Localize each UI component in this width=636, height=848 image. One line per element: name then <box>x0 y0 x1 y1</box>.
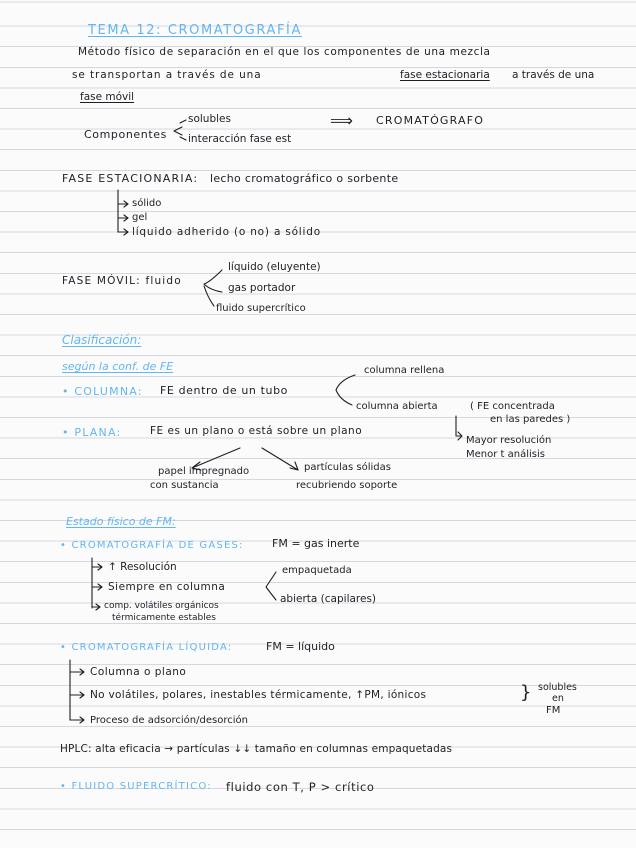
liquida-proceso: Proceso de adsorción/desorción <box>90 715 248 726</box>
page-title: TEMA 12: CROMATOGRAFÍA <box>88 23 302 38</box>
columna-mayor-resolucion: Mayor resolución <box>466 435 552 446</box>
clasificacion-heading: Clasificación: <box>62 333 142 347</box>
columna-rellena: columna rellena <box>364 365 445 376</box>
liquida-fm: FM = líquido <box>266 640 335 653</box>
liquida-no-volatiles: No volátiles, polares, inestables térmicamente, ↑PM, iónicos <box>90 689 427 701</box>
liquida-fm-small: FM <box>546 705 561 716</box>
plana-label: • PLANA: <box>62 427 121 438</box>
gases-abierta: abierta (capilares) <box>280 593 377 605</box>
columna-menor-analisis: Menor t análisis <box>466 449 545 460</box>
intro-fase-estacionaria: fase estacionaria <box>400 69 490 81</box>
columna-abierta: columna abierta <box>356 401 438 412</box>
componentes-label: Componentes <box>84 128 167 141</box>
fase-est-solido: sólido <box>132 198 162 209</box>
fase-est-gel: gel <box>132 212 148 223</box>
fase-estacionaria-label: FASE ESTACIONARIA: <box>62 172 199 185</box>
intro-fase-movil: fase móvil <box>80 91 135 103</box>
fase-estacionaria-desc: lecho cromatográfico o sorbente <box>210 172 399 185</box>
componentes-arrow: ⟹ <box>330 111 353 130</box>
intro-line-2c: a través de una <box>512 69 595 81</box>
fase-movil-fluido: fluido supercrítico <box>216 303 306 314</box>
plana-sustancia: con sustancia <box>150 480 219 491</box>
fase-movil-liquido: líquido (eluyente) <box>228 261 321 273</box>
gases-label: • CROMATOGRAFÍA DE GASES: <box>60 541 244 551</box>
fluido-supercritico-label: • FLUIDO SUPERCRÍTICO: <box>60 782 212 792</box>
liquida-en: en <box>552 693 564 704</box>
estado-fisico-heading: Estado físico de FM: <box>66 515 176 528</box>
plana-recubriendo: recubriendo soporte <box>296 480 398 491</box>
gases-resolucion: ↑ Resolución <box>108 561 177 573</box>
segun-conf-fe: según la conf. de FE <box>62 360 174 373</box>
componentes-branch <box>174 127 182 135</box>
intro-line-2a: se transportan a través de una <box>72 69 262 81</box>
plana-particulas: partículas sólidas <box>304 462 391 473</box>
gases-empaquetada: empaquetada <box>282 565 352 576</box>
columna-desc: FE dentro de un tubo <box>160 384 288 397</box>
plana-desc: FE es un plano o está sobre un plano <box>150 425 363 437</box>
fase-est-liquido: líquido adherido (o no) a sólido <box>132 226 321 238</box>
liquida-label: • CROMATOGRAFÍA LÍQUIDA: <box>60 643 232 653</box>
liquida-columna-plano: Columna o plano <box>90 666 187 678</box>
plana-arrow-right <box>262 448 298 470</box>
gases-siempre-columna: Siempre en columna <box>108 581 226 593</box>
liquida-solubles: solubles <box>538 682 577 693</box>
componentes-solubles: solubles <box>188 113 231 125</box>
fase-movil-label: FASE MÓVIL: fluido <box>62 275 182 287</box>
intro-line-1: Método físico de separación en el que los componentes de una mezcla <box>78 46 491 58</box>
plana-papel: papel impregnado <box>158 466 250 477</box>
liquida-brace: } <box>520 682 532 703</box>
hplc-line: HPLC: alta eficacia → partículas ↓↓ tamaño en columnas empaquetadas <box>60 743 453 755</box>
columna-paren-2: en las paredes ) <box>490 414 571 425</box>
gases-branch <box>266 572 276 600</box>
resolucion-arrow <box>456 416 462 440</box>
componentes-interaccion: interacción fase est <box>188 133 292 145</box>
fase-movil-gas: gas portador <box>228 282 296 294</box>
columna-branch <box>336 375 355 405</box>
fluido-supercritico-desc: fluido con T, P > crítico <box>226 780 375 794</box>
gases-termicamente: térmicamente estables <box>112 613 216 623</box>
gases-fm: FM = gas inerte <box>272 537 360 550</box>
fase-movil-branch <box>204 270 222 292</box>
cromatografo-label: CROMATÓGRAFO <box>376 114 485 127</box>
columna-paren-1: ( FE concentrada <box>470 401 555 412</box>
gases-volatiles: comp. volátiles orgánicos <box>104 601 219 611</box>
columna-label: • COLUMNA: <box>62 386 143 397</box>
